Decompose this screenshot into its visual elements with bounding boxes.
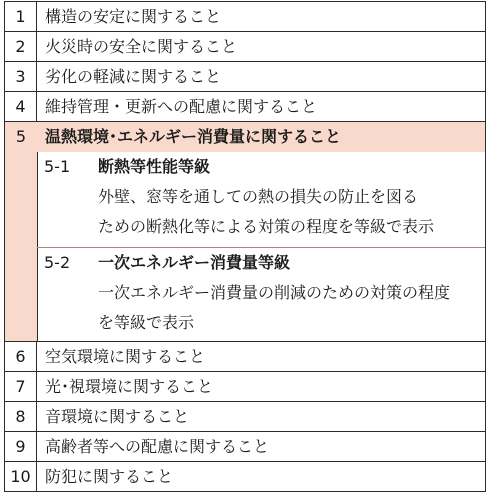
subitem-description	[98, 182, 434, 242]
item-label: 構造の安定に関すること	[45, 7, 222, 26]
subitem-number: 5-1	[44, 157, 71, 176]
table-row	[5, 342, 485, 372]
item-number: 8	[5, 402, 37, 431]
table-row	[5, 372, 485, 402]
subitem-number: 5-2	[44, 253, 71, 272]
table-row	[5, 402, 485, 432]
table-row	[5, 2, 485, 32]
item-number: 10	[5, 462, 37, 491]
item-number: 4	[5, 92, 37, 121]
subitem-5-2	[37, 248, 485, 341]
subitem-description	[98, 278, 450, 338]
item-label: 音環境に関すること	[45, 407, 190, 426]
subitem-description-line: 一次エネルギー消費量の削減のための対策の程度	[98, 283, 451, 302]
item-label: 劣化の軽減に関すること	[45, 67, 222, 86]
item-label: 高齢者等への配慮に関すること	[45, 437, 270, 456]
item-number: 7	[5, 372, 37, 401]
table-row	[5, 462, 485, 491]
item-label: 火災時の安全に関すること	[45, 37, 238, 56]
subitem-description-line: 外壁、窓等を通しての熱の損失の防止を図る	[98, 187, 419, 206]
performance-items-table	[4, 1, 486, 492]
table-row	[5, 62, 485, 92]
item-number: 6	[5, 342, 37, 371]
subitem-title: 断熱等性能等級	[98, 157, 211, 176]
item-number: 5	[15, 127, 27, 146]
item-number: 3	[5, 62, 37, 91]
subitem-description-line: ための断熱化等による対策の程度を等級で表示	[98, 217, 435, 236]
item-label: 空気環境に関すること	[45, 347, 206, 366]
table-row	[5, 92, 485, 122]
item-label: 防犯に関すること	[45, 467, 174, 486]
item-label: 維持管理・更新への配慮に関すること	[45, 97, 318, 116]
table-row	[5, 32, 485, 62]
subitem-title: 一次エネルギー消費量等級	[98, 253, 291, 272]
item-label: 温熱環境･エネルギー消費量に関すること	[45, 127, 342, 146]
subitem-5-1	[37, 152, 485, 247]
item-number: 1	[5, 2, 37, 31]
item-number: 2	[5, 32, 37, 61]
table-row	[5, 432, 485, 462]
item-label: 光･視環境に関すること	[45, 377, 214, 396]
item-number: 9	[5, 432, 37, 461]
subitem-description-line: を等級で表示	[98, 313, 195, 332]
